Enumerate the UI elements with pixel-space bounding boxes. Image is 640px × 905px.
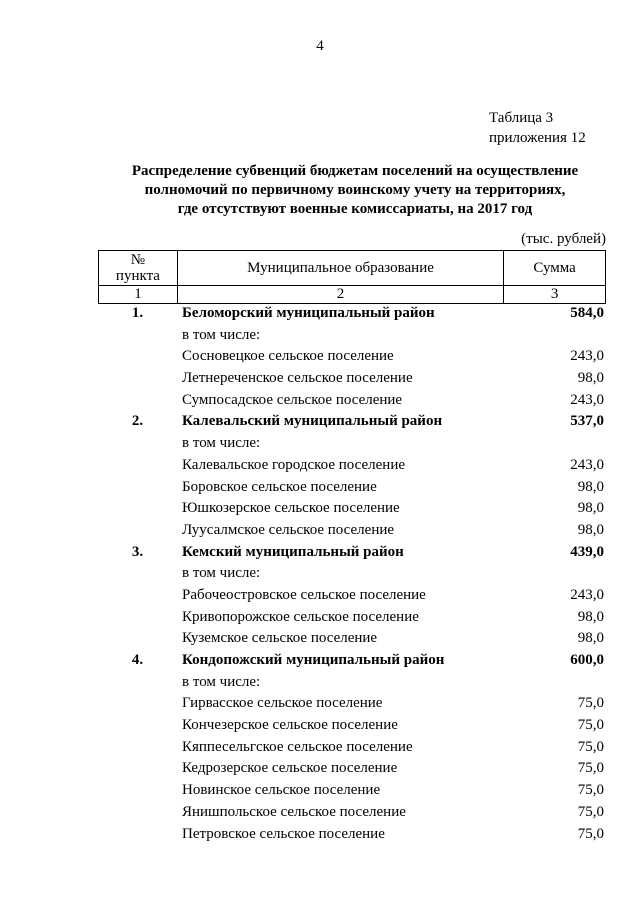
table-row <box>98 758 606 780</box>
row-name: Сумпосадское сельское поселение <box>182 391 403 408</box>
table-row <box>98 737 606 759</box>
table-header <box>98 250 606 304</box>
row-name: Луусалмское сельское поселение <box>182 521 395 538</box>
row-sum: 98,0 <box>577 478 604 495</box>
row-name: Боровское сельское поселение <box>182 478 377 495</box>
row-name: Петровское сельское поселение <box>182 825 385 842</box>
row-sum: 75,0 <box>577 825 604 842</box>
table-row <box>98 563 606 585</box>
column-number-row <box>99 286 606 304</box>
row-name: в том числе: <box>182 673 261 690</box>
row-name: Сосновецкое сельское поселение <box>182 348 394 365</box>
row-name: Кедрозерское сельское поселение <box>182 760 398 777</box>
row-sum: 98,0 <box>577 500 604 517</box>
district-row <box>98 303 606 325</box>
row-sum: 537,0 <box>570 413 604 430</box>
table-row <box>98 585 606 607</box>
header-sum-cell: Сумма <box>504 251 606 286</box>
table-row <box>98 802 606 824</box>
table-row <box>98 520 606 542</box>
table-ref-line2: приложения 12 <box>489 130 586 146</box>
header-number-cell <box>99 251 178 286</box>
row-name: Кондопожский муниципальный район <box>182 652 445 668</box>
column-number-1: 1 <box>99 286 178 304</box>
row-name: в том числе: <box>182 435 261 452</box>
row-sum: 75,0 <box>577 803 604 820</box>
title-line3: где отсутствуют военные комиссариаты, на 2017 год <box>177 201 533 217</box>
table-row <box>98 824 606 846</box>
table-row <box>98 672 606 694</box>
district-row <box>98 542 606 564</box>
row-sum: 75,0 <box>577 760 604 777</box>
row-name: Кяппесельгское сельское поселение <box>182 738 413 755</box>
table-row <box>98 628 606 650</box>
table-row <box>98 325 606 347</box>
row-number: 3. <box>131 543 144 560</box>
row-name: Кемский муниципальный район <box>182 543 404 560</box>
row-name: в том числе: <box>182 326 261 343</box>
row-sum: 243,0 <box>570 586 604 603</box>
table-row <box>98 346 606 368</box>
row-sum: 243,0 <box>570 391 604 408</box>
title-line1: Распределение субвенций бюджетам поселений на осуществление <box>131 163 579 179</box>
header-number-line2: пункта <box>115 268 160 284</box>
row-name: Рабочеостровское сельское поселение <box>182 586 426 603</box>
table-row <box>98 715 606 737</box>
table-row <box>98 433 606 455</box>
table-row <box>98 498 606 520</box>
title-line2: полномочий по первичному воинскому учету на территориях, <box>144 182 566 198</box>
column-number-3: 3 <box>504 286 606 304</box>
row-name: Калевальское городское поселение <box>182 456 406 473</box>
row-sum: 98,0 <box>577 370 604 387</box>
row-sum: 98,0 <box>577 608 604 625</box>
table-row <box>98 780 606 802</box>
table-row <box>98 368 606 390</box>
page-number: 4 <box>316 38 324 54</box>
row-sum: 98,0 <box>577 630 604 647</box>
row-number: 1. <box>131 305 144 321</box>
row-name: Калевальский муниципальный район <box>182 413 443 430</box>
row-sum: 75,0 <box>577 695 604 712</box>
table-reference <box>489 108 586 148</box>
row-number: 4. <box>131 652 144 668</box>
header-municipality-cell: Муниципальное образование <box>177 251 503 286</box>
table-row <box>98 477 606 499</box>
row-sum: 243,0 <box>570 456 604 473</box>
header-row <box>99 251 606 286</box>
table-row <box>98 607 606 629</box>
row-sum: 600,0 <box>570 652 604 668</box>
row-name: Куземское сельское поселение <box>182 630 378 647</box>
document-title <box>60 162 640 219</box>
row-sum: 75,0 <box>577 717 604 734</box>
row-sum: 584,0 <box>570 305 604 321</box>
units-label: (тыс. рублей) <box>521 231 606 247</box>
row-name: Гирвасское сельское поселение <box>182 695 383 712</box>
row-name: Янишпольское сельское поселение <box>182 803 406 820</box>
row-name: Юшкозерское сельское поселение <box>182 500 400 517</box>
row-sum: 439,0 <box>570 543 604 560</box>
row-name: Кривопорожское сельское поселение <box>182 608 419 625</box>
row-sum: 243,0 <box>570 348 604 365</box>
table-row <box>98 693 606 715</box>
table-row <box>98 455 606 477</box>
row-name: Беломорский муниципальный район <box>182 305 435 321</box>
header-number-line1: № <box>130 252 146 268</box>
table-row <box>98 390 606 412</box>
table-body <box>98 303 606 845</box>
row-sum: 75,0 <box>577 782 604 799</box>
row-name: Летнереченское сельское поселение <box>182 370 413 387</box>
row-number: 2. <box>131 413 144 430</box>
district-row <box>98 411 606 433</box>
row-name: Кончезерское сельское поселение <box>182 717 398 734</box>
column-number-2: 2 <box>177 286 503 304</box>
row-sum: 75,0 <box>577 738 604 755</box>
table-ref-line1: Таблица 3 <box>489 110 554 126</box>
row-name: в том числе: <box>182 565 261 582</box>
row-name: Новинское сельское поселение <box>182 782 381 799</box>
row-sum: 98,0 <box>577 521 604 538</box>
district-row <box>98 650 606 672</box>
